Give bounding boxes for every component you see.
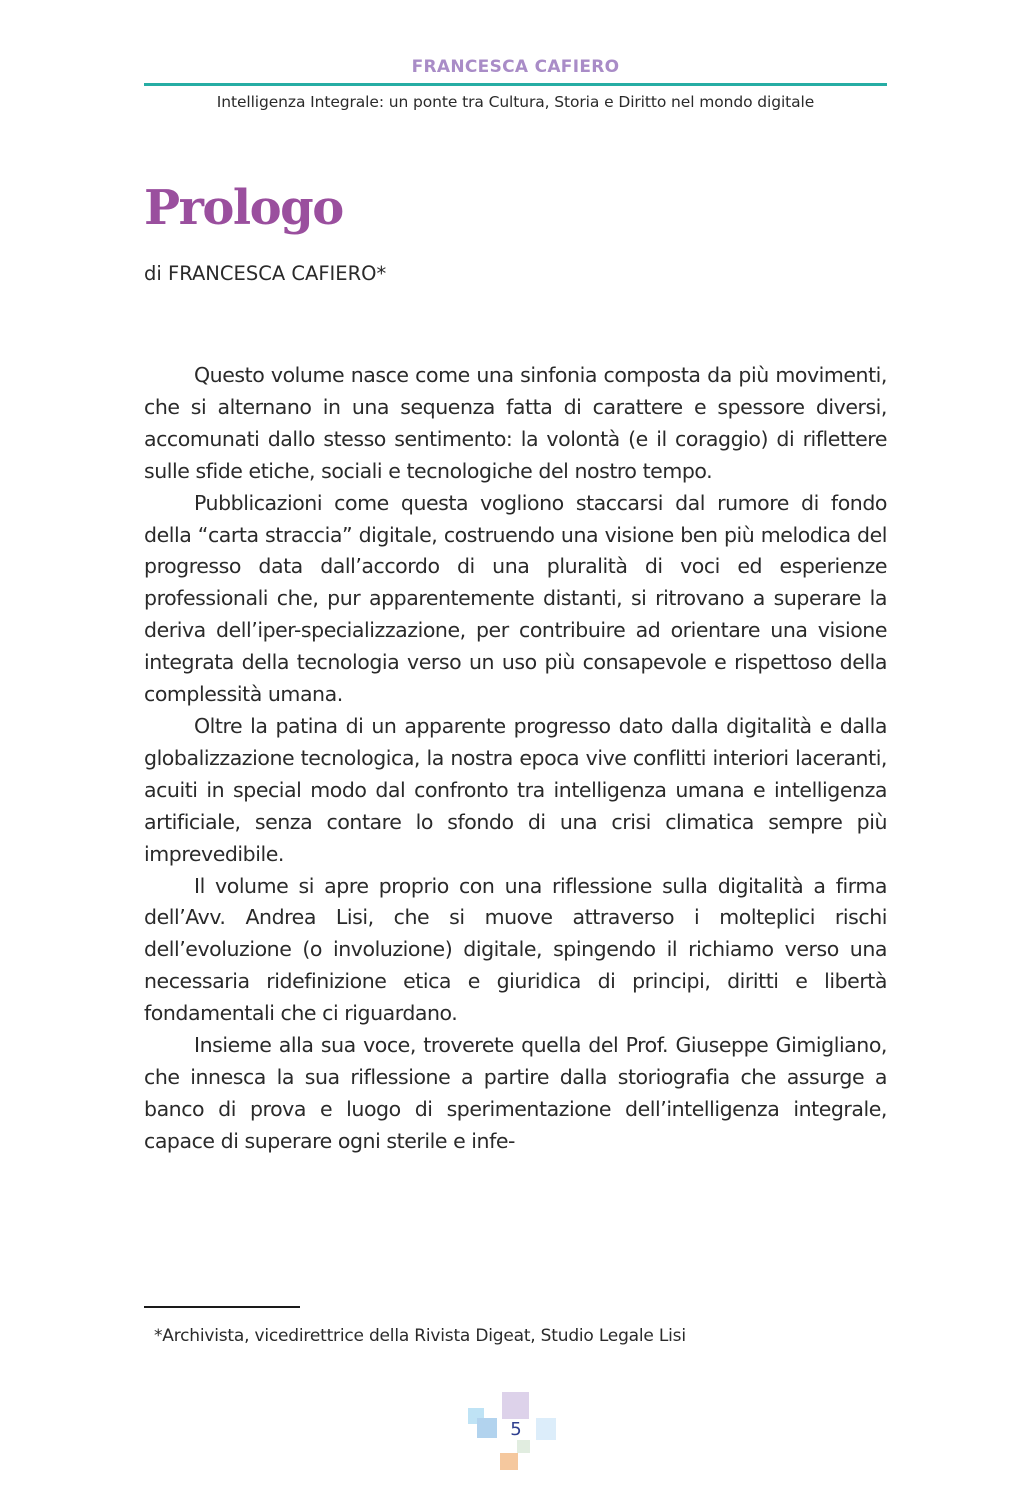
ornament-square-paleblue <box>536 1418 556 1440</box>
ornament-square-blue <box>477 1418 497 1438</box>
paragraph: Questo volume nasce come una sinfonia composta da più movimenti, che si alternano in una sequenza fatta di carattere e spessore diversi, accomunati dallo stesso sentimento: la volontà (e il coraggio) di riflettere sulle sfide etiche, sociali e tecnologiche del nostro tempo. <box>144 363 887 483</box>
paragraph: Il volume si apre proprio con una riflessione sulla digitalità a firma dell’Avv. Andrea Lisi, che si muove attraverso i molteplici rischi dell’evoluzione (o involuzione) digitale, spingendo il richiamo verso una necessaria ridefinizione etica e giuridica di principi, diritti e libertà fondamentali che ci riguardano. <box>144 873 887 1026</box>
running-head-author: FRANCESCA CAFIERO <box>411 57 620 77</box>
ornament-square-purple <box>502 1392 529 1419</box>
paragraph: Insieme alla sua voce, troverete quella del Prof. Giuseppe Gimigliano, che innesca la sua riflessione a partire dalla storiografia che assurge a banco di prova e luogo di sperimentazione dell’intelligenza integrale, capace di superare ogni sterile e infe- <box>144 1033 887 1153</box>
footnote-separator <box>144 1306 300 1308</box>
running-head-rule <box>144 83 887 86</box>
footnote: *Archivista, vicedirettrice della Rivista Digeat, Studio Legale Lisi <box>154 1326 686 1346</box>
chapter-title: Prologo <box>144 180 343 236</box>
page-number-ornament <box>460 1388 570 1478</box>
paragraph: Pubblicazioni come questa vogliono staccarsi dal rumore di fondo della “carta straccia” digitale, costruendo una visione ben più melodica del progresso data dall’accordo di una pluralità di voci ed esperienze professionali che, pur apparentemente distanti, si ritrovano a superare la deriva dell’iper-specializzazione, per contribuire ad orientare una visione integrata della tecnologia verso un uso più consapevole e rispettoso della complessità umana. <box>144 490 887 707</box>
ornament-square-orange <box>500 1453 518 1470</box>
running-head <box>144 56 887 113</box>
paragraph: Oltre la patina di un apparente progresso dato dalla digitalità e dalla globalizzazione tecnologica, la nostra epoca vive conflitti interiori laceranti, acuiti in special modo dal confronto tra intelligenza umana e intelligenza artificiale, senza contare lo sfondo di una crisi climatica sempre più imprevedibile. <box>144 713 887 866</box>
page-number: 5 <box>510 1419 522 1440</box>
body-text <box>144 360 887 1158</box>
running-head-book-title: Intelligenza Integrale: un ponte tra Cultura, Storia e Diritto nel mondo digitale <box>216 93 815 111</box>
chapter-byline: di FRANCESCA CAFIERO* <box>144 262 387 285</box>
